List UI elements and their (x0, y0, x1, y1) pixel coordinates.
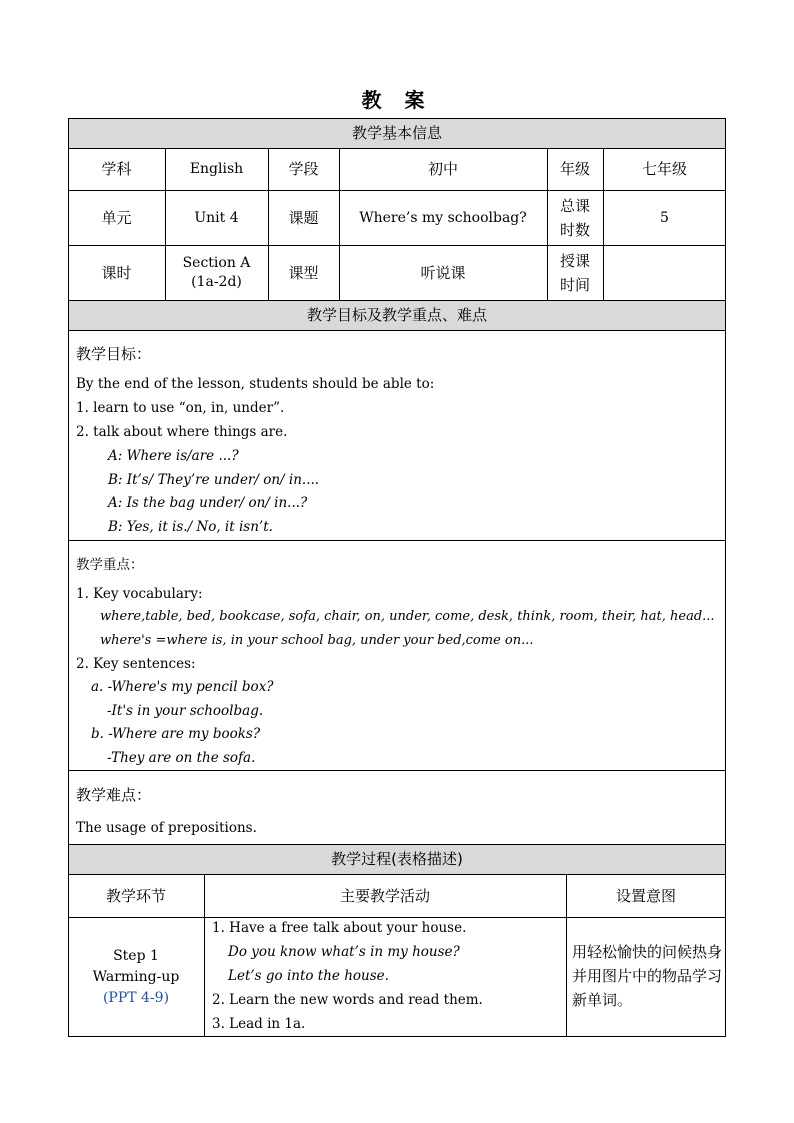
step-1-ppt-ref: (PPT 4-9) (102, 989, 170, 1006)
unit-label: 单元 (101, 208, 132, 227)
border (68, 190, 726, 191)
objective-example-4: B: Yes, it is./ No, it isn’t. (108, 519, 273, 535)
objectives-heading: 教学目标： (76, 345, 152, 363)
key-points-heading: 教学重点： (76, 557, 144, 573)
border (68, 330, 726, 331)
border (68, 540, 726, 541)
activity-2: 2. Learn the new words and read them. (212, 992, 483, 1008)
border (547, 148, 548, 300)
process-col-activities: 主要教学活动 (339, 886, 430, 905)
lesson-type-value: 听说课 (420, 263, 466, 282)
border (603, 148, 604, 300)
total-periods-label-line2: 时数 (559, 220, 590, 239)
key-point-item-1: 1. Key vocabulary: (76, 586, 203, 602)
process-header: 教学过程(表格描述) (331, 850, 463, 868)
key-sentence-2: -It's in your schoolbag. (107, 703, 264, 719)
border (68, 874, 726, 875)
border (268, 148, 269, 300)
period-label: 课时 (101, 263, 132, 282)
document-title: 教 案 (361, 88, 433, 112)
objective-item-2: 2. talk about where things are. (76, 424, 288, 440)
total-periods-label (547, 190, 603, 245)
stage-value: 初中 (427, 160, 458, 178)
border (68, 300, 726, 301)
objective-item-1: 1. learn to use “on, in, under”. (76, 400, 285, 416)
topic-value: Where’s my schoolbag? (359, 209, 527, 226)
lesson-type-label: 课型 (288, 263, 319, 282)
border (68, 118, 69, 1037)
objectives-header: 教学目标及教学重点、难点 (306, 306, 487, 324)
basic-info-header: 教学基本信息 (351, 124, 442, 142)
border (68, 770, 726, 771)
step-1-cell (68, 917, 204, 1037)
border (68, 917, 726, 918)
period-value (165, 245, 268, 300)
vocabulary-line-1: where,table, bed, bookcase, sofa, chair, on, under, come, desk, think, room, their, hat, head... (100, 609, 715, 624)
difficulties-heading: 教学难点： (76, 786, 152, 804)
border (566, 874, 567, 1037)
topic-label: 课题 (288, 208, 319, 227)
teaching-time-label-line1: 授课 (559, 251, 590, 270)
objectives-intro: By the end of the lesson, students should be able to: (76, 376, 435, 392)
key-sentence-3: b. -Where are my books? (91, 726, 261, 742)
vocabulary-line-2: where's =where is, in your school bag, under your bed,come on... (100, 633, 534, 648)
grade-label: 年级 (559, 160, 590, 178)
teaching-time-label (547, 245, 603, 300)
key-sentence-4: -They are on the sofa. (107, 750, 256, 766)
subject-value: English (189, 161, 244, 177)
border (68, 1036, 726, 1037)
border (165, 148, 166, 300)
border (68, 844, 726, 845)
difficulties-text: The usage of prepositions. (76, 820, 257, 836)
border (68, 118, 726, 119)
step-1-title: Step 1 (113, 947, 159, 964)
step-1-name: Warming-up (92, 968, 180, 985)
grade-value: 七年级 (641, 160, 687, 178)
total-periods-label-line1: 总课 (559, 196, 590, 215)
unit-value: Unit 4 (194, 209, 239, 226)
total-periods-value: 5 (660, 209, 669, 226)
border (725, 118, 726, 1037)
subject-label: 学科 (101, 160, 132, 178)
teaching-time-value (603, 245, 726, 300)
process-col-step: 教学环节 (105, 886, 166, 905)
border (204, 874, 205, 1037)
stage-label: 学段 (288, 160, 319, 178)
period-value-line2: (1a-2d) (191, 273, 242, 290)
key-sentence-1: a. -Where's my pencil box? (91, 679, 274, 695)
border (339, 148, 340, 300)
purpose-text: 用轻松愉快的问候热身并用图片中的物品学习新单词。 (572, 943, 723, 1009)
key-point-item-2: 2. Key sentences: (76, 656, 196, 672)
activity-3: 3. Lead in 1a. (212, 1016, 306, 1032)
objective-example-1: A: Where is/are ...? (108, 448, 239, 464)
objective-example-3: A: Is the bag under/ on/ in...? (108, 495, 308, 511)
objective-example-2: B: It’s/ They’re under/ on/ in.... (108, 472, 320, 488)
process-col-purpose: 设置意图 (615, 886, 676, 905)
activity-1: 1. Have a free talk about your house. (212, 920, 467, 936)
teaching-time-label-line2: 时间 (559, 275, 590, 294)
activity-1-question-2: Let’s go into the house. (228, 968, 389, 984)
activity-1-question-1: Do you know what’s in my house? (228, 944, 460, 960)
period-value-line1: Section A (182, 254, 251, 271)
border (68, 245, 726, 246)
border (68, 148, 726, 149)
